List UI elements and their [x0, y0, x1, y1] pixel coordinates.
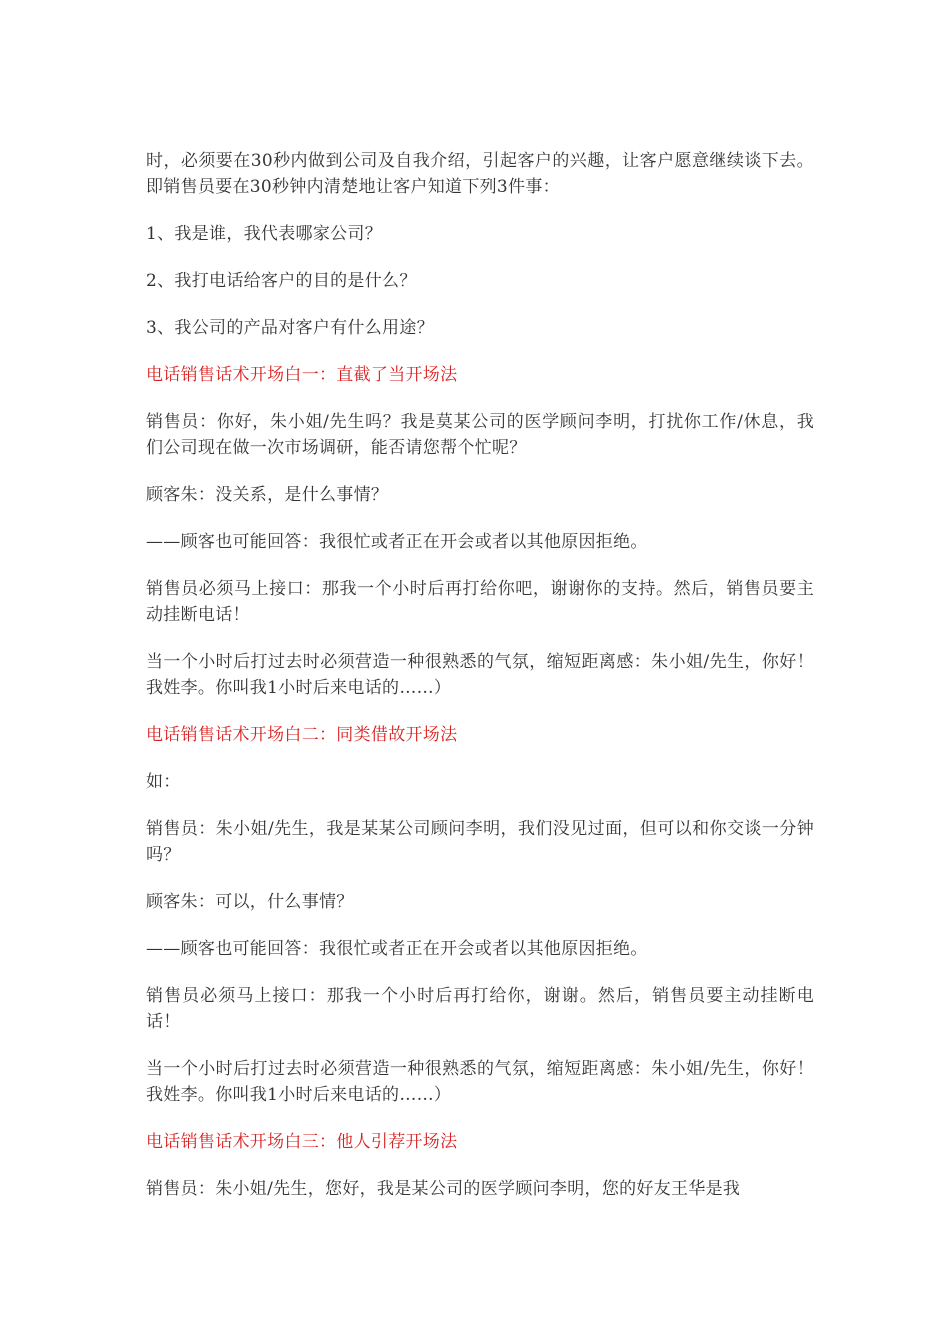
- section-heading-2: 电话销售话术开场白二：同类借故开场法: [146, 725, 458, 745]
- callback-note-2: 当一个小时后打过去时必须营造一种很熟悉的气氛，缩短距离感：朱小姐/先生，你好！我姓李。你叫我1小时后来电话的……）: [146, 1059, 814, 1105]
- dialogue-salesperson-3: 销售员：朱小姐/先生，您好，我是某公司的医学顾问李明，您的好友王华是我: [146, 1179, 741, 1199]
- dialogue-salesperson-2: 销售员：朱小姐/先生，我是某某公司顾问李明，我们没见过面，但可以和你交谈一分钟吗？: [146, 819, 814, 865]
- salesperson-reply-2: 销售员必须马上接口：那我一个小时后再打给你，谢谢。然后，销售员要主动挂断电话！: [146, 986, 814, 1032]
- dialogue-salesperson-1: 销售员：你好，朱小姐/先生吗？我是莫某公司的医学顾问李明，打扰你工作/休息，我们公司现在做一次市场调研，能否请您帮个忙呢？: [146, 412, 814, 458]
- callback-note-1: 当一个小时后打过去时必须营造一种很熟悉的气氛，缩短距离感：朱小姐/先生，你好！我姓李。你叫我1小时后来电话的……）: [146, 652, 814, 698]
- example-label: 如：: [146, 772, 181, 792]
- customer-alt-response-1: ——顾客也可能回答：我很忙或者正在开会或者以其他原因拒绝。: [146, 532, 648, 552]
- section-heading-3: 电话销售话术开场白三：他人引荐开场法: [146, 1132, 458, 1152]
- document-page: [146, 148, 814, 1223]
- intro-paragraph: 时，必须要在30秒内做到公司及自我介绍，引起客户的兴趣，让客户愿意继续谈下去。即销售员要在30秒钟内清楚地让客户知道下列3件事：: [146, 151, 814, 197]
- list-item-3: 3、我公司的产品对客户有什么用途？: [146, 318, 434, 338]
- dialogue-customer-1: 顾客朱：没关系，是什么事情？: [146, 485, 389, 505]
- customer-alt-response-2: ——顾客也可能回答：我很忙或者正在开会或者以其他原因拒绝。: [146, 939, 648, 959]
- dialogue-customer-2: 顾客朱：可以，什么事情？: [146, 892, 354, 912]
- list-item-2: 2、我打电话给客户的目的是什么？: [146, 271, 417, 291]
- section-heading-1: 电话销售话术开场白一：直截了当开场法: [146, 365, 458, 385]
- list-item-1: 1、我是谁，我代表哪家公司？: [146, 224, 383, 244]
- salesperson-reply-1: 销售员必须马上接口：那我一个小时后再打给你吧，谢谢你的支持。然后，销售员要主动挂断电话！: [146, 579, 814, 625]
